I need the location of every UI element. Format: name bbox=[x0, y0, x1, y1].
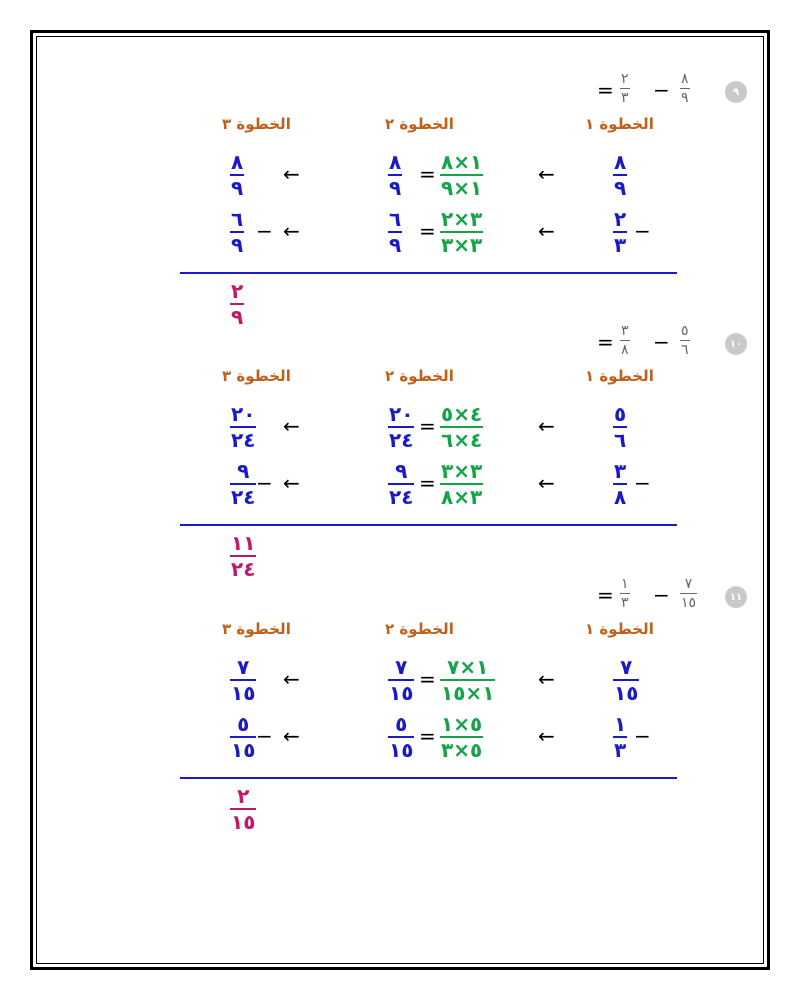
step1-top-fraction bbox=[613, 404, 627, 450]
step3-top-fraction bbox=[230, 404, 256, 450]
step-2-label: الخطوة ٢ bbox=[385, 367, 454, 385]
expression-fraction-b bbox=[680, 324, 690, 357]
answer-fraction-numerator: ٢ bbox=[237, 784, 250, 808]
problem-number-badge: ١٠ bbox=[725, 333, 747, 355]
step2-bottom-result-denominator: ١٥ bbox=[389, 738, 414, 762]
arrow-icon: ← bbox=[283, 414, 300, 438]
expression-fraction-b-denominator: ٦ bbox=[681, 342, 689, 358]
step3-top-fraction-numerator: ٧ bbox=[237, 655, 250, 679]
answer-fraction-numerator: ١١ bbox=[231, 531, 256, 555]
problem-block bbox=[0, 323, 800, 595]
expression-fraction-a bbox=[620, 72, 630, 105]
step3-bottom-minus: − bbox=[256, 219, 273, 243]
step2-top-product-denominator: ١×١٥ bbox=[441, 681, 495, 705]
answer-fraction bbox=[230, 786, 256, 832]
step2-bottom-product-numerator: ٣×٣ bbox=[441, 459, 483, 483]
step3-bottom-fraction-numerator: ٥ bbox=[237, 712, 250, 736]
step2-bottom-result bbox=[388, 461, 414, 507]
step2-bottom-result-denominator: ٢٤ bbox=[389, 485, 414, 509]
step-1-label: الخطوة ١ bbox=[585, 620, 654, 638]
step2-bottom-product bbox=[440, 209, 483, 255]
step1-bottom-minus: − bbox=[634, 724, 651, 748]
step2-top-product bbox=[440, 404, 483, 450]
arrow-icon: ← bbox=[538, 162, 555, 186]
step1-bottom-minus: − bbox=[634, 219, 651, 243]
expression-fraction-a-bar bbox=[620, 340, 630, 341]
step3-bottom-fraction-denominator: ٩ bbox=[231, 233, 244, 257]
step2-top-result-numerator: ٧ bbox=[395, 655, 408, 679]
expression-minus: − bbox=[653, 583, 670, 607]
arrow-icon: ← bbox=[283, 219, 300, 243]
expression-equals: = bbox=[597, 583, 614, 607]
step3-top-fraction-denominator: ١٥ bbox=[231, 681, 256, 705]
step2-top-result-numerator: ٢٠ bbox=[389, 402, 414, 426]
expression-fraction-b-bar bbox=[680, 593, 697, 594]
step2-bottom-result bbox=[388, 714, 414, 760]
step2-bottom-result-numerator: ٥ bbox=[395, 712, 408, 736]
step-1-label: الخطوة ١ bbox=[585, 367, 654, 385]
answer-fraction bbox=[230, 281, 244, 327]
sum-line bbox=[180, 524, 677, 526]
expression-fraction-b bbox=[680, 577, 697, 610]
step2-bottom-product bbox=[440, 714, 483, 760]
step3-bottom-fraction bbox=[230, 209, 244, 255]
step1-bottom-fraction bbox=[613, 461, 627, 507]
arrow-icon: ← bbox=[283, 724, 300, 748]
step3-top-fraction-numerator: ٢٠ bbox=[231, 402, 256, 426]
expression-fraction-a bbox=[620, 577, 630, 610]
step2-top-equals: = bbox=[419, 667, 436, 691]
answer-fraction-numerator: ٢ bbox=[231, 279, 244, 303]
step1-top-fraction-numerator: ٨ bbox=[614, 150, 627, 174]
step3-bottom-fraction-denominator: ١٥ bbox=[231, 738, 256, 762]
problem-block bbox=[0, 71, 800, 343]
arrow-icon: ← bbox=[283, 667, 300, 691]
step2-bottom-product bbox=[440, 461, 483, 507]
step1-bottom-fraction bbox=[613, 209, 627, 255]
step2-top-product-denominator: ٤×٦ bbox=[441, 428, 483, 452]
step-3-label: الخطوة ٣ bbox=[222, 115, 291, 133]
step2-bottom-result bbox=[388, 209, 402, 255]
step1-top-fraction-denominator: ١٥ bbox=[614, 681, 639, 705]
step-1-label: الخطوة ١ bbox=[585, 115, 654, 133]
step2-bottom-equals: = bbox=[419, 219, 436, 243]
arrow-icon: ← bbox=[538, 219, 555, 243]
arrow-icon: ← bbox=[283, 471, 300, 495]
step1-bottom-fraction-numerator: ١ bbox=[614, 712, 627, 736]
step1-top-fraction bbox=[613, 152, 627, 198]
step2-bottom-product-denominator: ٣×٣ bbox=[441, 233, 483, 257]
problem-number-badge: ٩ bbox=[725, 81, 747, 103]
step3-bottom-fraction-denominator: ٢٤ bbox=[231, 485, 256, 509]
step2-bottom-product-denominator: ٣×٨ bbox=[441, 485, 483, 509]
expression-fraction-a bbox=[620, 324, 630, 357]
expression-fraction-a-bar bbox=[620, 593, 630, 594]
step2-top-result-denominator: ٢٤ bbox=[389, 428, 414, 452]
step1-bottom-fraction-numerator: ٣ bbox=[614, 459, 627, 483]
step1-top-fraction-denominator: ٦ bbox=[614, 428, 627, 452]
step2-top-result-denominator: ١٥ bbox=[389, 681, 414, 705]
step2-bottom-result-denominator: ٩ bbox=[389, 233, 402, 257]
step3-top-fraction-denominator: ٢٤ bbox=[231, 428, 256, 452]
expression-minus: − bbox=[653, 78, 670, 102]
step1-bottom-fraction-denominator: ٣ bbox=[614, 738, 627, 762]
step3-top-fraction-numerator: ٨ bbox=[231, 150, 244, 174]
step2-bottom-product-numerator: ٥×١ bbox=[441, 712, 483, 736]
expression-fraction-b-bar bbox=[680, 340, 690, 341]
step1-top-fraction-denominator: ٩ bbox=[614, 176, 627, 200]
expression-fraction-a-denominator: ٣ bbox=[621, 90, 629, 106]
expression-fraction-b-numerator: ٥ bbox=[681, 323, 689, 339]
step1-top-fraction-numerator: ٧ bbox=[620, 655, 633, 679]
step2-top-result-denominator: ٩ bbox=[389, 176, 402, 200]
answer-fraction-denominator: ٢٤ bbox=[231, 557, 256, 581]
step1-bottom-fraction-numerator: ٢ bbox=[614, 207, 627, 231]
sum-line bbox=[180, 777, 677, 779]
step1-bottom-fraction-denominator: ٨ bbox=[614, 485, 627, 509]
step2-top-result bbox=[388, 657, 414, 703]
step2-top-product-numerator: ٤×٥ bbox=[441, 402, 483, 426]
step3-bottom-minus: − bbox=[256, 724, 273, 748]
answer-fraction-denominator: ٩ bbox=[231, 305, 244, 329]
step3-top-fraction bbox=[230, 657, 256, 703]
expression-equals: = bbox=[597, 78, 614, 102]
sum-line bbox=[180, 272, 677, 274]
step-2-label: الخطوة ٢ bbox=[385, 115, 454, 133]
step1-bottom-fraction bbox=[613, 714, 627, 760]
step-2-label: الخطوة ٢ bbox=[385, 620, 454, 638]
step2-top-product bbox=[440, 657, 495, 703]
problem-block bbox=[0, 576, 800, 848]
expression-minus: − bbox=[653, 330, 670, 354]
problem-number-badge: ١١ bbox=[725, 586, 747, 608]
expression-fraction-b-denominator: ٩ bbox=[681, 90, 689, 106]
step2-top-product bbox=[440, 152, 483, 198]
step2-bottom-equals: = bbox=[419, 724, 436, 748]
answer-fraction bbox=[230, 533, 256, 579]
step3-bottom-fraction bbox=[230, 461, 256, 507]
step2-top-product-numerator: ١×٨ bbox=[441, 150, 483, 174]
step3-bottom-fraction bbox=[230, 714, 256, 760]
expression-fraction-a-numerator: ٢ bbox=[621, 71, 629, 87]
step2-bottom-equals: = bbox=[419, 471, 436, 495]
expression-fraction-a-bar bbox=[620, 88, 630, 89]
expression-fraction-b-denominator: ١٥ bbox=[681, 595, 697, 611]
step3-top-fraction-denominator: ٩ bbox=[231, 176, 244, 200]
expression-fraction-a-denominator: ٣ bbox=[621, 595, 629, 611]
expression-fraction-b-numerator: ٨ bbox=[681, 71, 689, 87]
step2-bottom-product-denominator: ٥×٣ bbox=[441, 738, 483, 762]
step1-bottom-minus: − bbox=[634, 471, 651, 495]
step-3-label: الخطوة ٣ bbox=[222, 367, 291, 385]
step1-top-fraction bbox=[613, 657, 639, 703]
expression-fraction-b bbox=[680, 72, 690, 105]
expression-fraction-b-bar bbox=[680, 88, 690, 89]
answer-fraction-denominator: ١٥ bbox=[231, 810, 256, 834]
step2-top-product-denominator: ١×٩ bbox=[441, 176, 483, 200]
step2-top-result-numerator: ٨ bbox=[389, 150, 402, 174]
step3-top-fraction bbox=[230, 152, 244, 198]
step3-bottom-fraction-numerator: ٩ bbox=[237, 459, 250, 483]
step2-top-equals: = bbox=[419, 162, 436, 186]
step2-top-product-numerator: ١×٧ bbox=[447, 655, 489, 679]
step2-bottom-product-numerator: ٣×٢ bbox=[441, 207, 483, 231]
step2-bottom-result-numerator: ٦ bbox=[389, 207, 402, 231]
expression-fraction-b-numerator: ٧ bbox=[684, 576, 693, 592]
expression-fraction-a-denominator: ٨ bbox=[621, 342, 629, 358]
arrow-icon: ← bbox=[538, 724, 555, 748]
step3-bottom-minus: − bbox=[256, 471, 273, 495]
expression-equals: = bbox=[597, 330, 614, 354]
arrow-icon: ← bbox=[538, 471, 555, 495]
arrow-icon: ← bbox=[538, 414, 555, 438]
step3-bottom-fraction-numerator: ٦ bbox=[231, 207, 244, 231]
expression-fraction-a-numerator: ٣ bbox=[621, 323, 629, 339]
arrow-icon: ← bbox=[538, 667, 555, 691]
expression-fraction-a-numerator: ١ bbox=[621, 576, 629, 592]
step1-bottom-fraction-denominator: ٣ bbox=[614, 233, 627, 257]
step2-top-result bbox=[388, 152, 402, 198]
step-3-label: الخطوة ٣ bbox=[222, 620, 291, 638]
step2-top-equals: = bbox=[419, 414, 436, 438]
step2-top-result bbox=[388, 404, 414, 450]
step1-top-fraction-numerator: ٥ bbox=[614, 402, 627, 426]
arrow-icon: ← bbox=[283, 162, 300, 186]
step2-bottom-result-numerator: ٩ bbox=[395, 459, 408, 483]
